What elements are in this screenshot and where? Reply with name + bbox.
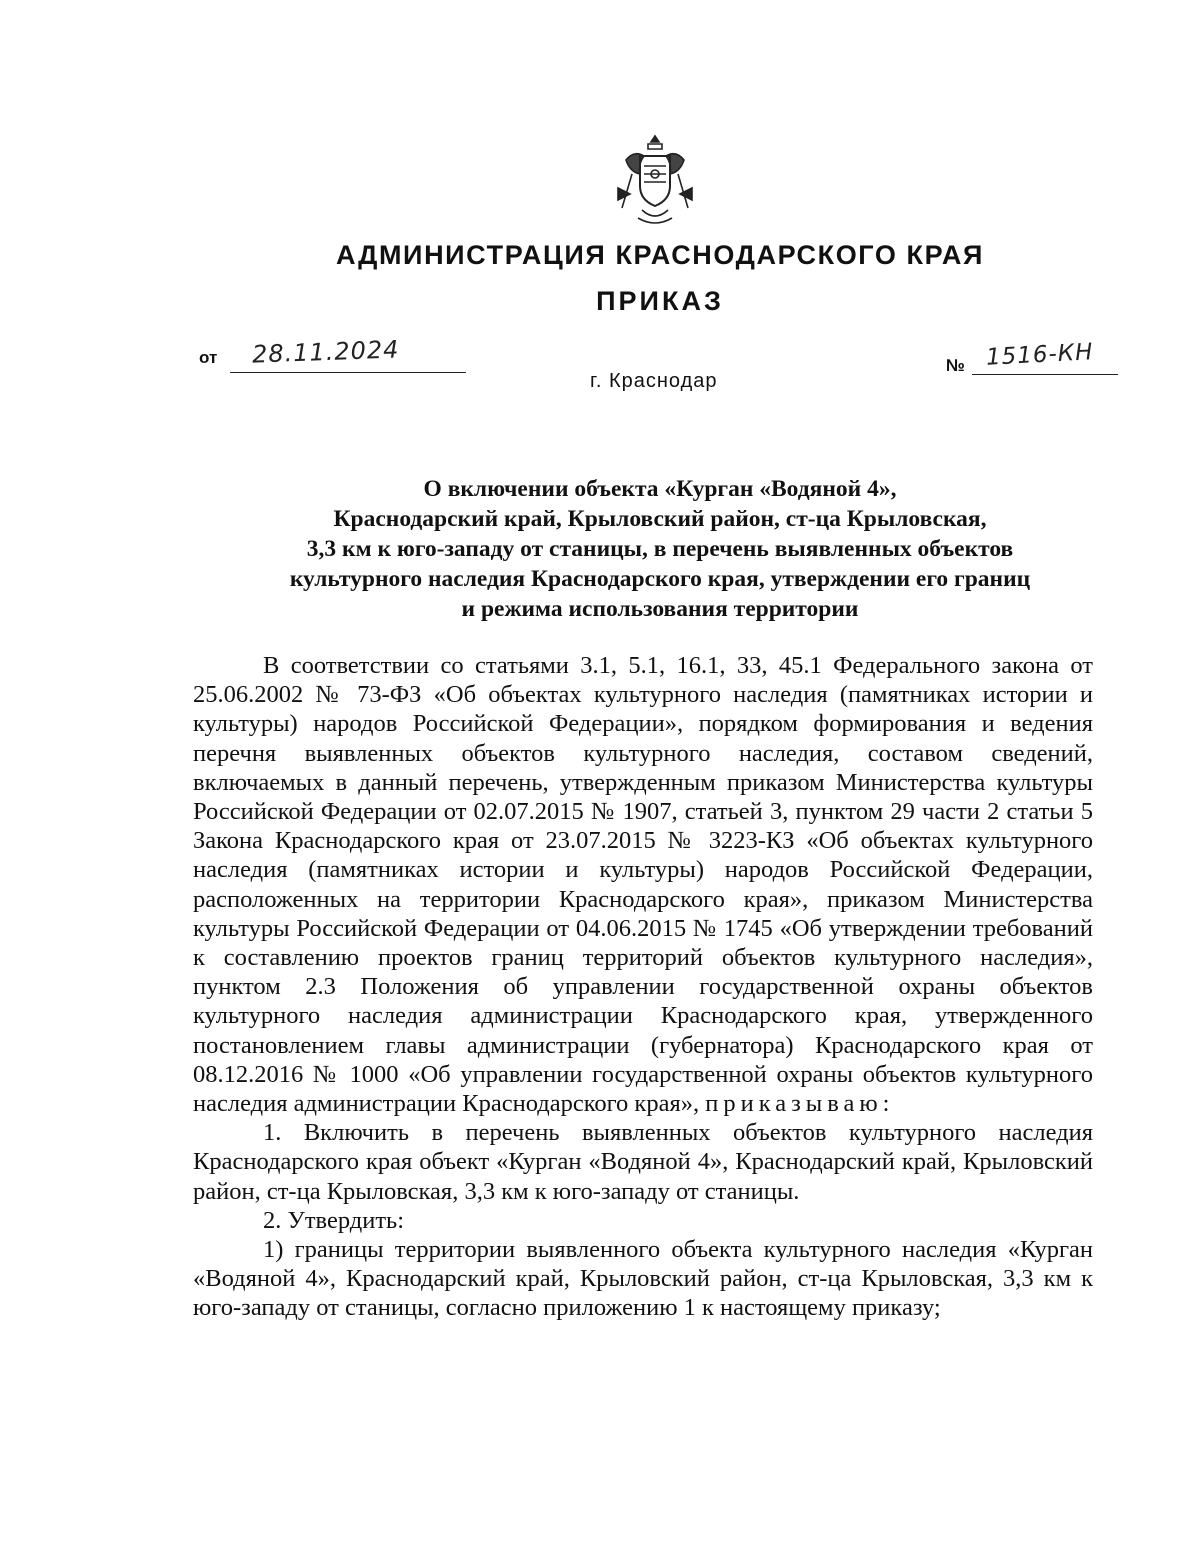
city: г. Краснодар bbox=[590, 370, 718, 392]
title-line: Краснодарский край, Крыловский район, ст-ца Крыловская, bbox=[333, 506, 987, 532]
preamble-paragraph bbox=[193, 651, 1093, 1118]
document-type: ПРИКАЗ bbox=[596, 286, 724, 316]
number-value: 1516-КН bbox=[985, 339, 1095, 371]
order-word: приказываю: bbox=[705, 1090, 895, 1118]
item-1-paragraph: 1. Включить в перечень выявленных объектов культурного наследия Краснодарского края объект «Курган «Водяной 4», Краснодарский край, Крыловский район, ст-ца Крыловская, 3,3 км к юго-западу от станицы. bbox=[193, 1119, 1093, 1205]
krasnodar-coat-of-arms-emblem bbox=[612, 130, 698, 230]
title-line: культурного наследия Краснодарского края, утверждении его границ bbox=[289, 566, 1031, 592]
document-body bbox=[193, 651, 1093, 1323]
date-underline bbox=[230, 372, 466, 373]
title-line: 3,3 км к юго-западу от станицы, в перечень выявленных объектов bbox=[306, 536, 1014, 562]
date-label: от bbox=[199, 348, 218, 367]
preamble-text: В соответствии со статьями 3.1, 5.1, 16.1, 33, 45.1 Федерального закона от 25.06.2002 № 73-ФЗ «Об объектах культурного наследия (памятниках истории и культуры) народов Российской Федерации», порядком формирования и ведения перечня выявленных объектов культурного наследия, составом сведений, включаемых в данный перечень, утвержденным приказом Министерства культуры Российской Федерации от 02.07.2015 № 1907, статьей 3, пунктом 29 части 2 статьи 5 Закона Краснодарского края от 23.07.2015 № 3223-КЗ «Об объектах культурного наследия (памятниках истории и культуры) народов Российской Федерации, расположенных на территории Краснодарского края», приказом Министерства культуры Российской Федерации от 04.06.2015 № 1745 «Об утверждении требований к составлению проектов границ территорий объектов культурного наследия», пунктом 2.3 Положения об управлении государственной охраны объектов культурного наследия администрации Краснодарского края, утвержденного постановлением главы администрации (губернатора) Краснодарского края от 08.12.2016 № 1000 «Об управлении государственной охраны объектов культурного наследия администрации Краснодарского края», bbox=[193, 652, 1093, 1118]
item-2-1-paragraph: 1) границы территории выявленного объекта культурного наследия «Курган «Водяной 4», Краснодарский край, Крыловский район, ст-ца Крыловская, 3,3 км к юго-западу от станицы, согласно приложению 1 к настоящему приказу; bbox=[193, 1236, 1093, 1322]
number-label: № bbox=[946, 356, 965, 375]
title-line: и режима использования территории bbox=[461, 596, 859, 622]
organization-name: АДМИНИСТРАЦИЯ КРАСНОДАРСКОГО КРАЯ bbox=[336, 240, 984, 270]
item-2-paragraph: 2. Утвердить: bbox=[263, 1206, 405, 1234]
date-value: 28.11.2024 bbox=[251, 335, 400, 369]
document-title bbox=[150, 474, 1170, 624]
number-underline bbox=[972, 374, 1118, 375]
title-line: О включении объекта «Курган «Водяной 4», bbox=[423, 476, 897, 502]
